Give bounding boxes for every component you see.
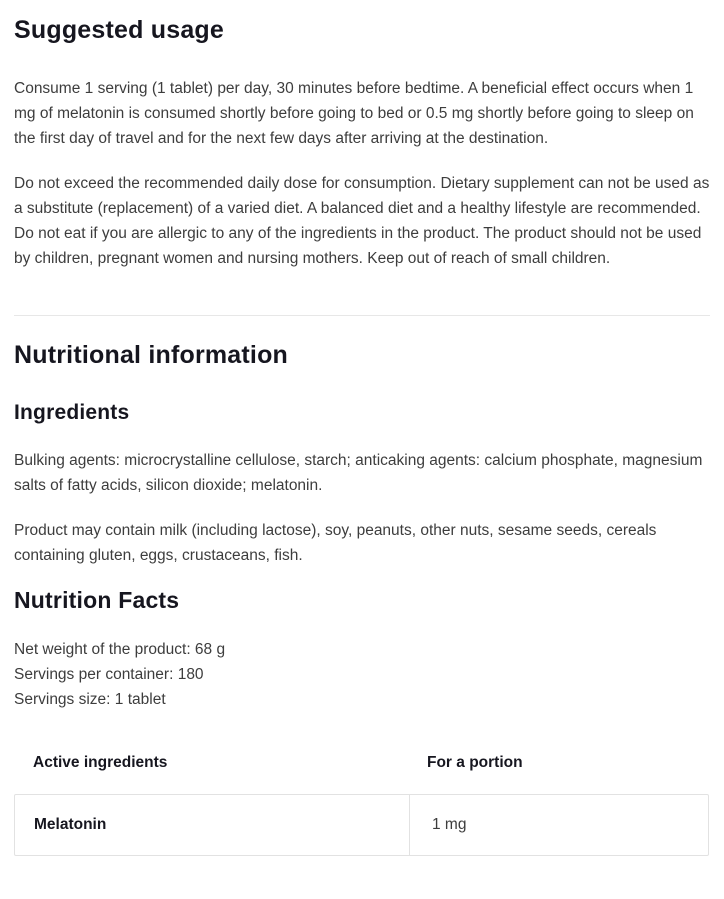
suggested-usage-paragraph-2: Do not exceed the recommended daily dose for consumption. Dietary supplement can not be used as a substitute (replacement) of a varied diet. A balanced diet and a healthy lifestyle are recommended. Do not eat if you are allergic to any of the ingredients in the product. The product should not be used by children, pregnant women and nursing mothers. Keep out of reach of small children.	[14, 175, 710, 267]
table-header-for-a-portion: For a portion	[427, 754, 523, 771]
ingredients-paragraph-2: Product may contain milk (including lactose), soy, peanuts, other nuts, sesame seeds, cereals containing gluten, eggs, crustaceans, fish.	[14, 522, 657, 564]
table-cell-portion-value: 1 mg	[432, 816, 467, 833]
serving-size-line: Servings size: 1 tablet	[14, 691, 166, 708]
nutrition-facts-title: Nutrition Facts	[14, 587, 180, 613]
table-row	[14, 794, 709, 856]
nutritional-information-title: Nutritional information	[14, 341, 289, 369]
active-ingredients-table	[14, 753, 709, 856]
table-cell-ingredient-name: Melatonin	[15, 795, 410, 855]
servings-per-container-line: Servings per container: 180	[14, 666, 204, 683]
section-divider	[14, 315, 710, 316]
suggested-usage-paragraph-1: Consume 1 serving (1 tablet) per day, 30 minutes before bedtime. A beneficial effect occurs when 1 mg of melatonin is consumed shortly before going to bed or 0.5 mg shortly before going to sleep on the first day of travel and for the next few days after arriving at the destination.	[14, 80, 694, 147]
suggested-usage-title: Suggested usage	[14, 16, 224, 44]
ingredients-title: Ingredients	[14, 401, 130, 424]
table-header-row	[14, 753, 709, 773]
table-header-active-ingredients: Active ingredients	[33, 754, 168, 771]
net-weight-line: Net weight of the product: 68 g	[14, 641, 226, 658]
nutrition-facts-lines	[14, 637, 710, 712]
ingredients-paragraph-1: Bulking agents: microcrystalline cellulose, starch; anticaking agents: calcium phosphate, magnesium salts of fatty acids, silicon dioxide; melatonin.	[14, 452, 703, 494]
